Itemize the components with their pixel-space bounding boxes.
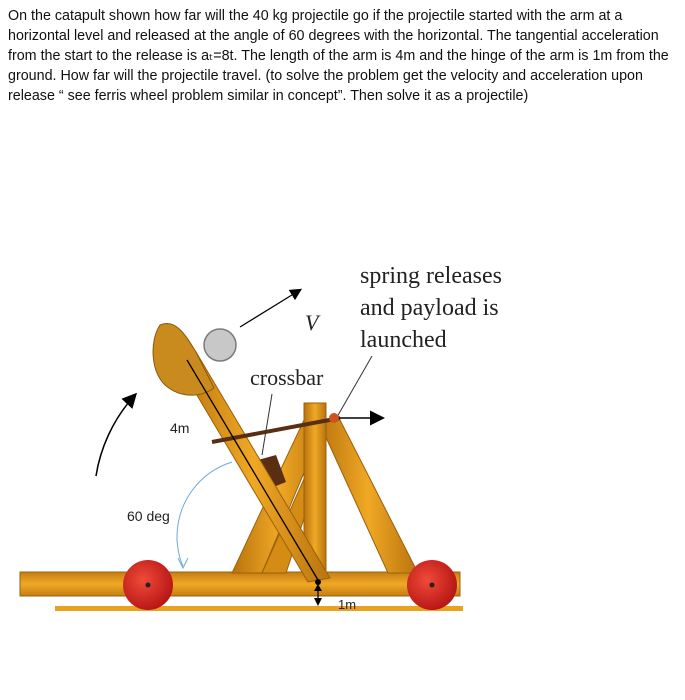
crossbar-label: crossbar — [250, 365, 324, 390]
frame-leg-right — [318, 420, 418, 573]
velocity-label: V — [305, 310, 319, 335]
angle-arc — [177, 462, 232, 566]
angle-arc-arrowhead — [178, 558, 188, 568]
height-label: 1m — [338, 597, 357, 612]
release-label-line2: and payload is — [360, 295, 499, 321]
arm-length-label: 4m — [170, 420, 190, 436]
problem-statement: On the catapult shown how far will the 40 kg projectile go if the projectile started with the arm at a horizontal level and released at the angle of 60 degrees with the horizontal. The tangential acceleration from the start to the release is aₜ=8t. The length of the arm is 4m and the hinge of the arm is 1m from the ground. How far will the projectile travel. (to solve the problem get the velocity and acceleration upon release “ see ferris wheel problem similar in concept”. Then solve it as a projectile) — [8, 8, 669, 104]
projectile — [204, 329, 236, 361]
rotation-arrow — [96, 395, 135, 476]
height-arrow-bottom — [314, 598, 322, 606]
velocity-arrow — [240, 290, 300, 327]
ground-line — [55, 606, 463, 611]
release-label-line3: launched — [360, 327, 447, 353]
wheel-right-hub — [430, 583, 435, 588]
base-beam — [20, 572, 460, 596]
release-label-line1: spring releases — [360, 263, 502, 289]
release-latch — [329, 413, 339, 423]
angle-label: 60 deg — [127, 508, 170, 524]
release-pointer — [337, 356, 372, 417]
wheel-left-hub — [146, 583, 151, 588]
crossbar-pointer — [262, 394, 272, 455]
arm-spoon — [153, 323, 214, 395]
